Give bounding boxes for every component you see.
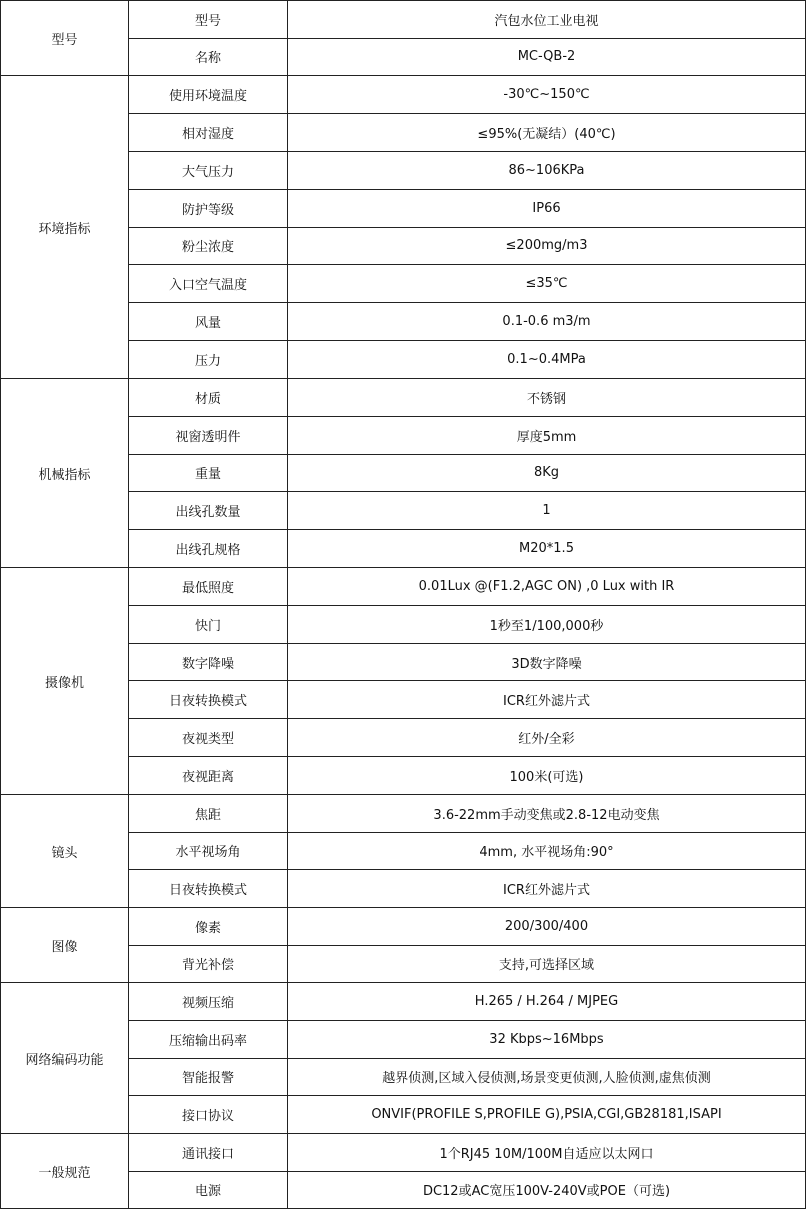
spec-value: M20*1.5 [288, 530, 806, 568]
spec-value: -30℃~150℃ [288, 76, 806, 114]
category-cell: 环境指标 [1, 76, 129, 379]
spec-value: 红外/全彩 [288, 719, 806, 757]
spec-value: ONVIF(PROFILE S,PROFILE G),PSIA,CGI,GB28181,ISAPI [288, 1096, 806, 1134]
spec-label: 名称 [129, 38, 288, 76]
spec-value: 越界侦测,区域入侵侦测,场景变更侦测,人脸侦测,虚焦侦测 [288, 1058, 806, 1096]
spec-label: 夜视距离 [129, 757, 288, 795]
spec-label: 日夜转换模式 [129, 681, 288, 719]
spec-value: 不锈钢 [288, 379, 806, 417]
spec-label: 像素 [129, 908, 288, 946]
category-cell: 镜头 [1, 795, 129, 908]
category-cell: 网络编码功能 [1, 983, 129, 1134]
spec-value: 1 [288, 492, 806, 530]
spec-label: 通讯接口 [129, 1134, 288, 1172]
spec-label: 大气压力 [129, 151, 288, 189]
spec-value: ≤200mg/m3 [288, 227, 806, 265]
category-cell: 一般规范 [1, 1134, 129, 1209]
spec-label: 视窗透明件 [129, 416, 288, 454]
spec-table-body [1, 1, 806, 1209]
spec-label: 防护等级 [129, 189, 288, 227]
spec-value: 支持,可选择区域 [288, 945, 806, 983]
spec-value: 1秒至1/100,000秒 [288, 605, 806, 643]
spec-label: 使用环境温度 [129, 76, 288, 114]
spec-label: 日夜转换模式 [129, 870, 288, 908]
spec-value: 8Kg [288, 454, 806, 492]
spec-value: ≤95%(无凝结）(40℃) [288, 113, 806, 151]
category-cell: 图像 [1, 908, 129, 983]
spec-value: 汽包水位工业电视 [288, 1, 806, 39]
spec-value: ICR红外滤片式 [288, 870, 806, 908]
spec-value: 3.6-22mm手动变焦或2.8-12电动变焦 [288, 795, 806, 833]
table-row [1, 983, 806, 1021]
spec-value: 0.1-0.6 m3/m [288, 303, 806, 341]
category-cell: 型号 [1, 1, 129, 76]
spec-label: 型号 [129, 1, 288, 39]
spec-label: 最低照度 [129, 568, 288, 606]
spec-label: 压力 [129, 341, 288, 379]
table-row [1, 379, 806, 417]
spec-label: 重量 [129, 454, 288, 492]
spec-label: 出线孔数量 [129, 492, 288, 530]
spec-value: 1个RJ45 10M/100M自适应以太网口 [288, 1134, 806, 1172]
table-row [1, 1134, 806, 1172]
category-cell: 机械指标 [1, 379, 129, 568]
spec-label: 相对湿度 [129, 113, 288, 151]
spec-value: ICR红外滤片式 [288, 681, 806, 719]
spec-label: 出线孔规格 [129, 530, 288, 568]
spec-value: MC-QB-2 [288, 38, 806, 76]
spec-value: 200/300/400 [288, 908, 806, 946]
spec-value: 32 Kbps~16Mbps [288, 1020, 806, 1058]
table-row [1, 795, 806, 833]
spec-value: 100米(可选) [288, 757, 806, 795]
spec-label: 材质 [129, 379, 288, 417]
spec-value: 厚度5mm [288, 416, 806, 454]
spec-label: 粉尘浓度 [129, 227, 288, 265]
spec-label: 背光补偿 [129, 945, 288, 983]
spec-value: IP66 [288, 189, 806, 227]
spec-label: 电源 [129, 1171, 288, 1209]
spec-value: 3D数字降噪 [288, 643, 806, 681]
spec-value: 4mm, 水平视场角:90° [288, 832, 806, 870]
spec-label: 数字降噪 [129, 643, 288, 681]
table-row [1, 908, 806, 946]
spec-value: H.265 / H.264 / MJPEG [288, 983, 806, 1021]
spec-label: 夜视类型 [129, 719, 288, 757]
category-cell: 摄像机 [1, 568, 129, 795]
spec-value: 0.01Lux @(F1.2,AGC ON) ,0 Lux with IR [288, 568, 806, 606]
spec-label: 焦距 [129, 795, 288, 833]
spec-label: 水平视场角 [129, 832, 288, 870]
spec-label: 风量 [129, 303, 288, 341]
spec-label: 视频压缩 [129, 983, 288, 1021]
spec-label: 智能报警 [129, 1058, 288, 1096]
spec-label: 接口协议 [129, 1096, 288, 1134]
spec-value: 0.1~0.4MPa [288, 341, 806, 379]
spec-label: 压缩输出码率 [129, 1020, 288, 1058]
spec-value: 86~106KPa [288, 151, 806, 189]
table-row [1, 76, 806, 114]
table-row [1, 1, 806, 39]
spec-value: DC12或AC宽压100V-240V或POE（可选) [288, 1171, 806, 1209]
spec-value: ≤35℃ [288, 265, 806, 303]
spec-label: 入口空气温度 [129, 265, 288, 303]
table-row [1, 568, 806, 606]
spec-label: 快门 [129, 605, 288, 643]
